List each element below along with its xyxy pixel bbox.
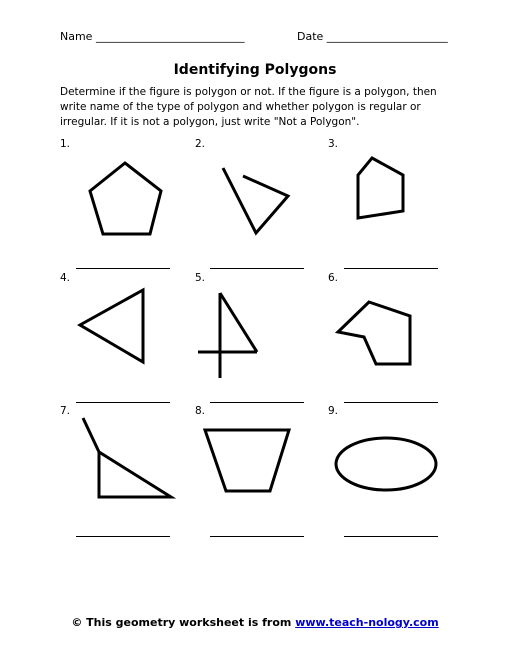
figure-1-regular-pentagon	[90, 163, 161, 234]
problem-number: 8.	[195, 405, 206, 417]
problem-number: 4.	[60, 272, 71, 284]
answer-line[interactable]	[76, 268, 170, 269]
figure-4-triangle	[80, 290, 143, 362]
answer-line[interactable]	[76, 402, 170, 403]
problem-number: 5.	[195, 272, 206, 284]
answer-line[interactable]	[344, 402, 438, 403]
problem-number: 6.	[328, 272, 339, 284]
problem-number: 1.	[60, 138, 71, 150]
figure-6-irregular-pentagon	[338, 302, 410, 364]
answer-line[interactable]	[210, 268, 304, 269]
problem-number: 9.	[328, 405, 339, 417]
date-field-label: Date ______________________	[297, 30, 448, 43]
answer-line[interactable]	[210, 402, 304, 403]
figure-5-triangle-with-crossing-lines	[198, 293, 257, 378]
footer-credit	[0, 616, 510, 629]
figure-8-trapezoid	[205, 430, 289, 491]
problem-number: 7.	[60, 405, 71, 417]
answer-line[interactable]	[344, 536, 438, 537]
figure-2-open-figure	[223, 168, 288, 233]
instructions-text: Determine if the figure is polygon or not. If the figure is a polygon, then write name of the type of polygon and whether polygon is regular or irregular. If it is not a polygon, just write "Not a Polygon".	[60, 86, 437, 128]
worksheet-title: Identifying Polygons	[173, 62, 337, 78]
answer-line[interactable]	[210, 536, 304, 537]
figure-3-irregular-pentagon	[358, 158, 403, 218]
footer-prefix: © This geometry worksheet is from	[71, 616, 296, 629]
name-field-label: Name ___________________________	[60, 30, 245, 43]
answer-line[interactable]	[76, 536, 170, 537]
figure-9-ellipse	[336, 438, 436, 490]
footer-link[interactable]: www.teach-nology.com	[295, 616, 439, 629]
problem-number: 3.	[328, 138, 339, 150]
problem-number: 2.	[195, 138, 206, 150]
answer-line[interactable]	[344, 268, 438, 269]
figure-7-right-triangle-with-extension	[83, 418, 171, 497]
